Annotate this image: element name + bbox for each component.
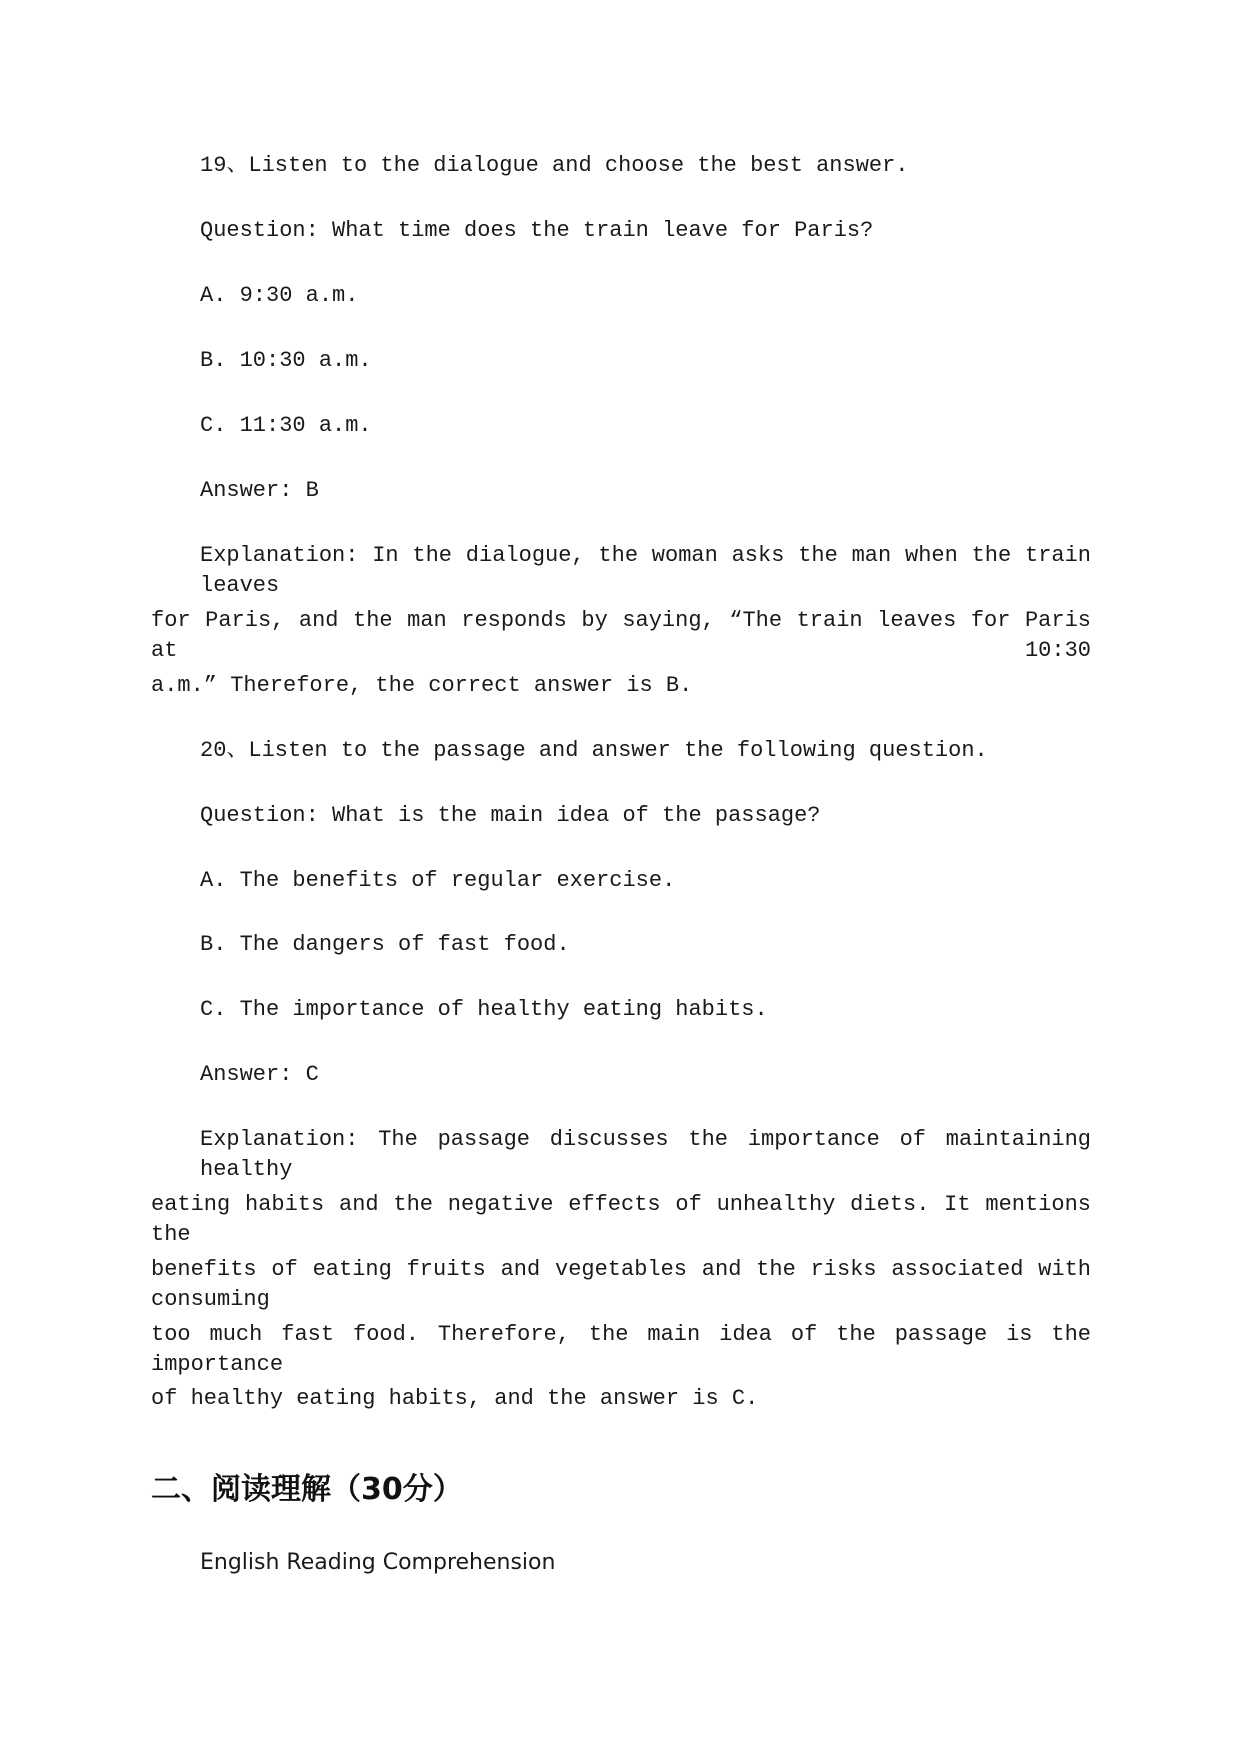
q20-explanation-line: Explanation: The passage discusses the importance of maintaining healthy	[200, 1127, 1091, 1182]
q19-explanation-line: for Paris, and the man responds by saying, “The train leaves for Paris at 10:30	[151, 608, 1091, 663]
q20-prompt: 20、Listen to the passage and answer the following question.	[200, 738, 988, 763]
q19-explanation-line: Explanation: In the dialogue, the woman asks the man when the train leaves	[200, 543, 1091, 598]
q20-explanation-line: benefits of eating fruits and vegetables and the risks associated with consuming	[151, 1257, 1091, 1312]
section-subheading: English Reading Comprehension	[200, 1550, 556, 1575]
q19-prompt: 19、Listen to the dialogue and choose the best answer.	[200, 153, 909, 178]
q20-explanation-line: eating habits and the negative effects of unhealthy diets. It mentions the	[151, 1192, 1091, 1247]
q20-explanation-line: of healthy eating habits, and the answer is C.	[151, 1386, 759, 1411]
q19-option-a: A. 9:30 a.m.	[200, 283, 359, 308]
q19-explanation-line: a.m.” Therefore, the correct answer is B.	[151, 673, 693, 698]
q20-answer: Answer: C	[200, 1062, 319, 1087]
q19-answer: Answer: B	[200, 478, 319, 503]
q20-option-b: B. The dangers of fast food.	[200, 932, 570, 957]
q20-option-c: C. The importance of healthy eating habits.	[200, 997, 768, 1022]
q19-question: Question: What time does the train leave for Paris?	[200, 218, 874, 243]
q20-question: Question: What is the main idea of the passage?	[200, 803, 821, 828]
q20-explanation-line: too much fast food. Therefore, the main idea of the passage is the importance	[151, 1322, 1091, 1377]
section-heading: 二、阅读理解（30分）	[151, 1472, 463, 1507]
q20-option-a: A. The benefits of regular exercise.	[200, 868, 676, 893]
q19-option-c: C. 11:30 a.m.	[200, 413, 372, 438]
q19-option-b: B. 10:30 a.m.	[200, 348, 372, 373]
